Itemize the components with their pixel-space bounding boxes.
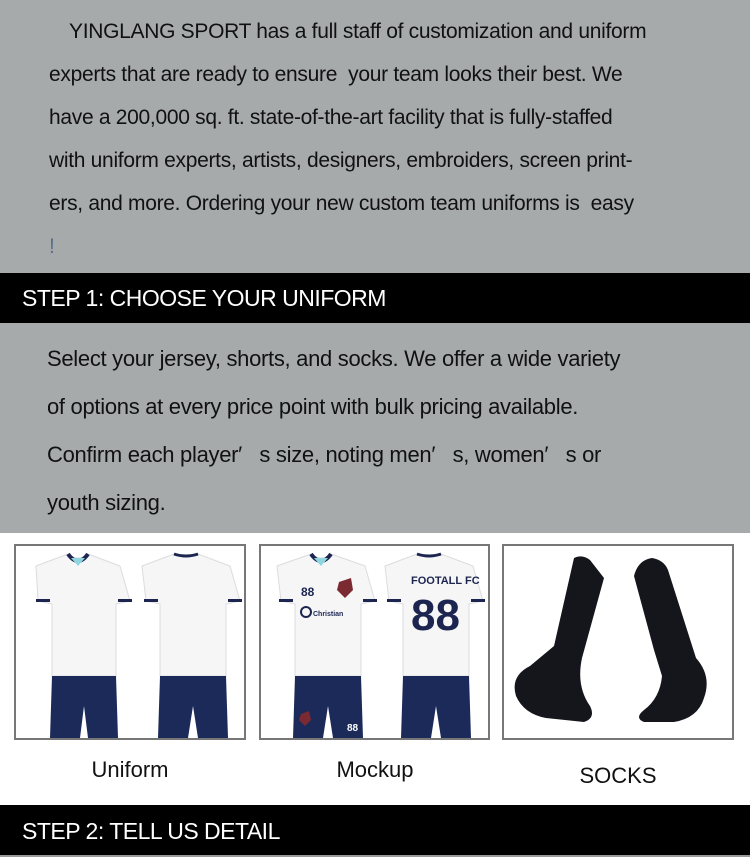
svg-text:FOOTALL FC: FOOTALL FC [411,575,480,587]
socks-image [502,544,734,740]
sock-left-icon [515,556,604,722]
svg-text:88: 88 [411,591,460,640]
step1-description [0,323,750,533]
jersey-front-icon [36,554,132,738]
intro-line: experts that are ready to ensure your team looks their best. We [49,63,623,86]
mockup-image [259,544,490,740]
svg-text:88: 88 [347,723,359,734]
product-gallery [0,533,750,805]
intro-paragraph [49,10,739,268]
mockup-caption: Mockup [336,757,414,782]
mockup-back-icon [385,554,485,738]
svg-text:88: 88 [301,585,315,599]
intro-line: YINGLANG SPORT has a full staff of customization and uniform [69,20,647,43]
intro-line: have a 200,000 sq. ft. state-of-the-art facility that is fully-staffed [49,106,613,129]
step1-line: Confirm each player′ s size, noting men′ s, women′ s or [47,442,602,467]
intro-line: with uniform experts, artists, designers, embroiders, screen print- [49,149,633,172]
mockup-front-icon [277,554,377,738]
intro-exclamation: ! [49,235,55,258]
jersey-back-icon [142,554,242,738]
svg-text:Christian: Christian [313,611,344,618]
step1-line: youth sizing. [47,490,166,515]
uniform-image [14,544,246,740]
step1-heading: STEP 1: CHOOSE YOUR UNIFORM [0,273,750,323]
sock-right-icon [634,558,707,722]
intro-line: ers, and more. Ordering your new custom team uniforms is easy [49,192,634,215]
intro-section [0,0,750,273]
uniform-caption: Uniform [91,757,169,782]
step1-line: Select your jersey, shorts, and socks. We offer a wide variety [47,346,621,371]
socks-caption: SOCKS [579,763,657,788]
step2-heading: STEP 2: TELL US DETAIL [0,805,750,857]
step1-line: of options at every price point with bulk pricing available. [47,394,579,419]
